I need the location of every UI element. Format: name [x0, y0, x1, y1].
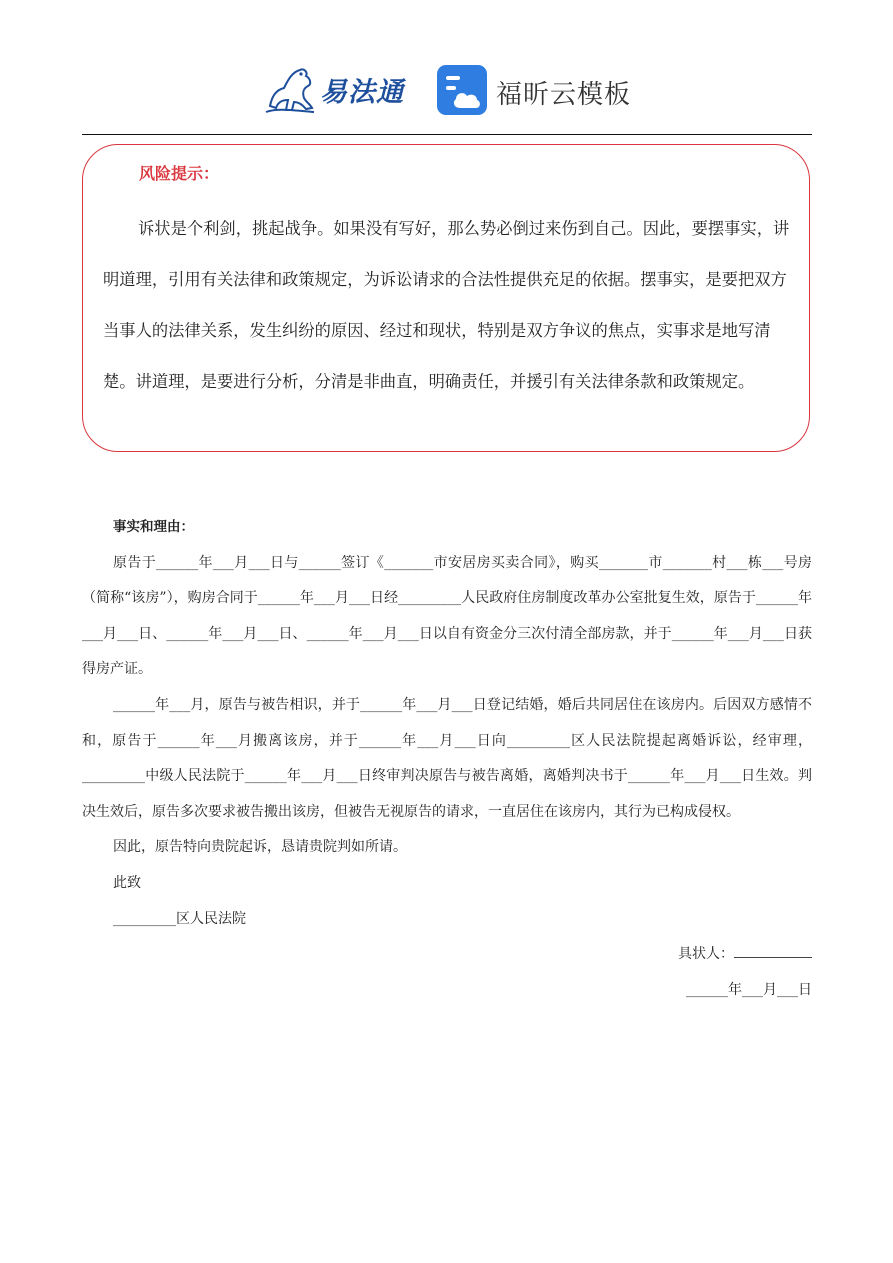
risk-warning-body: 诉状是个利剑，挑起战争。如果没有写好，那么势必倒过来伤到自己。因此，要摆事实，讲明道理，引用有关法律和政策规定，为诉讼请求的合法性提供充足的依据。摆事实，是要把双方当事人的法律关系，发生纠纷的原因、经过和现状，特别是双方争议的焦点，实事求是地写清楚。讲道理，是要进行分析，分清是非曲直，明确责任，并援引有关法律条款和政策规定。 — [103, 219, 790, 391]
risk-warning-box — [82, 144, 810, 452]
salutation: 此致 — [113, 874, 141, 891]
page-header — [0, 58, 893, 122]
yifatong-logo-text: 易法通 — [320, 77, 404, 108]
foxit-cloud-template-logo — [436, 64, 636, 116]
foxit-cloud-template-text: 福昕云模板 — [496, 80, 632, 110]
facts-paragraph-marriage: ______年___月，原告与被告相识，并于______年___月___日登记结婚，婚后共同居住在该房内。后因双方感情不和，原告于______年___月搬离该房，并于______年___月___日向_________区人民法院提起离婚诉讼，经审理，_________中级人民法院于______年___月___日终审判决原告与被告离婚，离婚判决书于______年___月___日生效。判决生效后，原告多次要求被告搬出该房，但被告无视原告的请求，一直居住在该房内，其行为已构成侵权。 — [82, 696, 812, 820]
risk-warning-title: 风险提示： — [139, 164, 220, 183]
complaint-body — [82, 510, 812, 1008]
header-divider — [82, 134, 812, 135]
yifatong-logo — [262, 62, 422, 116]
facts-reasons-heading: 事实和理由： — [113, 519, 194, 535]
court-name: _________区人民法院 — [113, 910, 246, 927]
signer-line — [82, 937, 812, 973]
signer-blank — [734, 943, 812, 958]
date-line: ______年___月___日 — [686, 981, 812, 998]
facts-paragraph-purchase: 原告于______年___月___日与______签订《_______市安居房买卖合同》，购买_______市_______村___栋___号房（简称“该房”），购房合同于______年___月___日经_________人民政府住房制度改革办公室批复生效，原告于______年___月___日、______年___月___日、______年___月___日以自有资金分三次付清全部房款，并于______年___月___日获得房产证。 — [82, 554, 812, 678]
cloud-document-icon — [436, 64, 488, 116]
request-paragraph: 因此，原告特向贵院起诉，恳请贵院判如所请。 — [113, 839, 407, 856]
horse-emblem-icon — [262, 62, 322, 116]
signer-label: 具状人： — [678, 946, 734, 963]
